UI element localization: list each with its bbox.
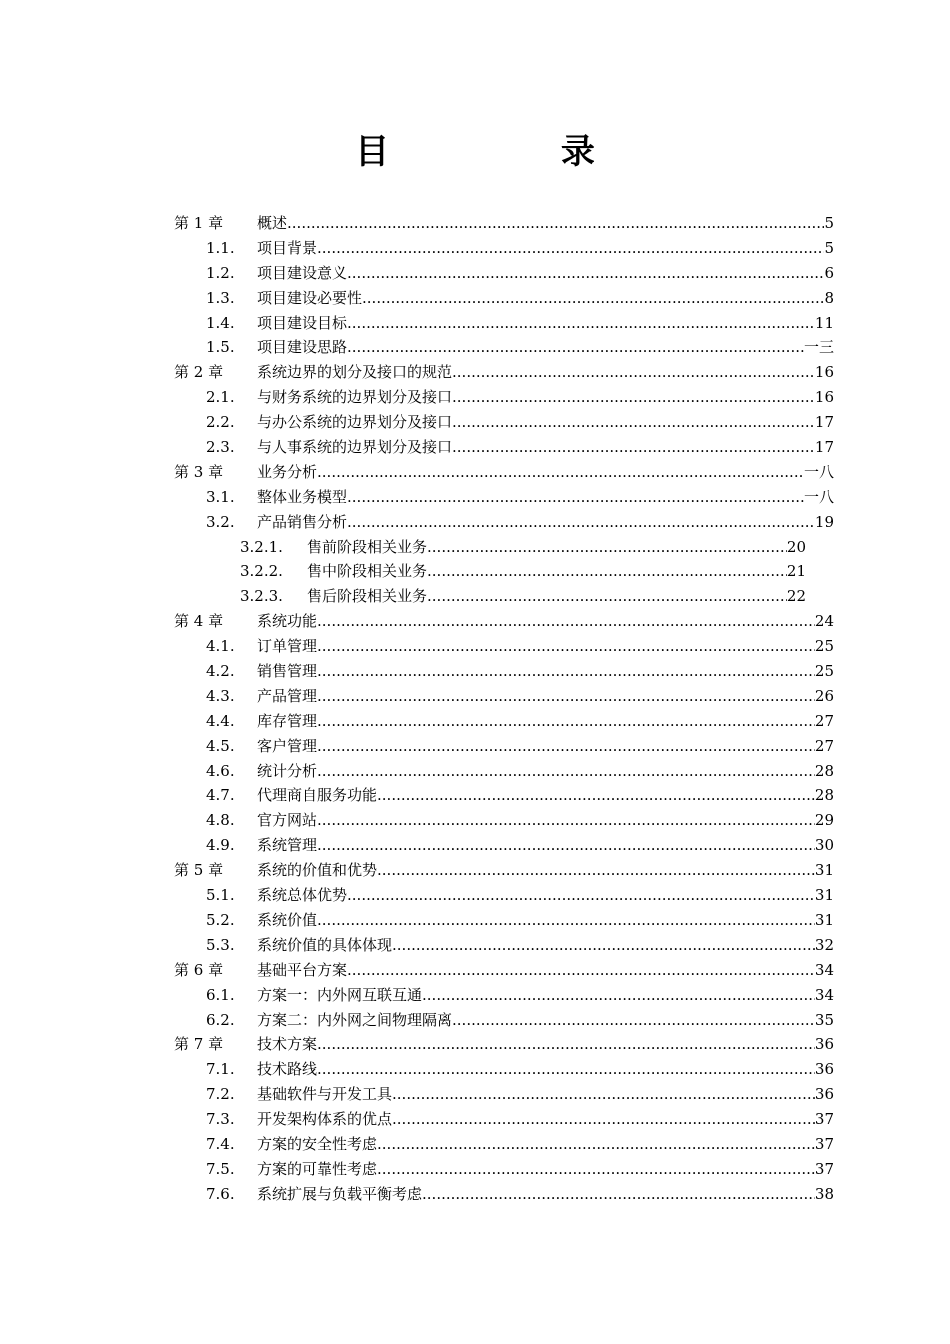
toc-entry[interactable] [0,435,950,460]
toc-entry-page-number: 一八 [803,487,834,506]
toc-entry-line [257,211,834,236]
toc-entry-line [307,535,806,560]
toc-entry-page-number: 5 [824,214,834,232]
toc-entry-title: 项目背景 [257,236,317,261]
toc-entry[interactable] [0,609,950,634]
dot-leader [317,808,815,833]
dot-leader [347,485,804,510]
toc-entry-line [257,609,834,634]
dot-leader [452,1008,815,1033]
toc-entry-title: 系统边界的划分及接口的规范 [257,360,452,385]
toc-entry-number: 3.1. [206,487,235,506]
dot-leader [317,908,815,933]
toc-entry[interactable] [0,759,950,784]
toc-entry[interactable] [0,335,950,360]
toc-entry-title: 项目建设目标 [257,311,347,336]
toc-entry-title: 项目建设必要性 [257,286,362,311]
toc-entry-title: 代理商自服务功能 [257,783,377,808]
toc-entry-number: 第 2 章 [174,363,224,382]
toc-entry-line [257,236,834,261]
toc-entry-number: 6.2. [206,1010,235,1029]
toc-entry-page-number: 5 [824,238,834,257]
toc-entry-line [257,983,834,1008]
dot-leader [392,1082,815,1107]
toc-entry[interactable] [0,833,950,858]
toc-entry-title: 基础平台方案 [257,958,347,983]
toc-entry-line [307,559,806,584]
toc-entry-title: 系统的价值和优势 [257,858,377,883]
toc-entry-page-number: 20 [786,537,806,556]
toc-entry-line [257,759,834,784]
toc-entry-page-number: 16 [814,363,834,382]
toc-entry-number: 1.5. [206,338,235,357]
toc-entry-number: 4.1. [206,637,235,656]
toc-entry[interactable] [0,410,950,435]
toc-entry-number: 2.2. [206,413,235,432]
toc-entry-page-number: 6 [824,263,834,282]
dot-leader [347,335,804,360]
toc-entry-title: 库存管理 [257,709,317,734]
toc-entry[interactable] [0,684,950,709]
toc-entry-line [257,286,834,311]
toc-entry-page-number: 37 [814,1159,834,1178]
toc-entry-line [257,261,834,286]
dot-leader [392,933,815,958]
toc-entry-number: 7.6. [206,1184,235,1203]
toc-entry-title: 与财务系统的边界划分及接口 [257,385,452,410]
toc-entry-line [257,1008,834,1033]
toc-entry-page-number: 17 [814,413,834,432]
toc-entry-page-number: 一八 [803,462,834,481]
toc-entry[interactable] [0,261,950,286]
toc-entry-title: 系统管理 [257,833,317,858]
toc-entry[interactable] [0,236,950,261]
dot-leader [347,311,815,336]
toc-entry-page-number: 31 [814,910,834,929]
toc-entry-line [307,584,806,609]
dot-leader [317,634,815,659]
toc-entry-number: 6.1. [206,985,235,1004]
toc-entry-line [257,311,834,336]
toc-entry-line [257,1057,834,1082]
dot-leader [287,211,824,236]
toc-entry-page-number: 37 [814,1110,834,1129]
toc-entry-number: 2.3. [206,438,235,457]
toc-entry-line [257,783,834,808]
dot-leader [422,983,815,1008]
toc-entry-number: 4.9. [206,836,235,855]
dot-leader [377,783,815,808]
toc-entry[interactable] [0,311,950,336]
toc-entry-page-number: 26 [814,686,834,705]
toc-entry-number: 7.3. [206,1110,235,1129]
toc-entry-page-number: 35 [814,1010,834,1029]
toc-entry-line [257,510,834,535]
toc-entry-number: 7.4. [206,1134,235,1153]
toc-entry-title: 产品管理 [257,684,317,709]
toc-entry-title: 方案二：内外网之间物理隔离 [257,1008,452,1033]
toc-entry[interactable] [0,734,950,759]
toc-entry-line [257,808,834,833]
toc-entry-number: 4.2. [206,662,235,681]
toc-entry-page-number: 25 [814,662,834,681]
toc-entry-page-number: 36 [814,1060,834,1079]
toc-entry[interactable] [0,1157,950,1182]
toc-entry-page-number: 27 [814,736,834,755]
toc-entry[interactable] [0,783,950,808]
dot-leader [427,535,787,560]
toc-entry-title: 销售管理 [257,659,317,684]
dot-leader [317,734,815,759]
toc-entry-number: 4.8. [206,811,235,830]
toc-entry-line [257,485,834,510]
toc-entry-page-number: 34 [814,960,834,979]
toc-entry-page-number: 16 [814,388,834,407]
dot-leader [317,1057,815,1082]
toc-entry-number: 3.2.3. [240,587,283,606]
toc-entry-page-number: 一三 [803,338,834,357]
toc-entry-line [257,908,834,933]
toc-entry-line [257,460,834,485]
toc-entry-number: 4.7. [206,786,235,805]
dot-leader [347,958,815,983]
dot-leader [317,759,815,784]
dot-leader [362,286,824,311]
toc-entry-title: 产品销售分析 [257,510,347,535]
toc-entry-line [257,958,834,983]
toc-entry-line [257,1157,834,1182]
toc-entry-line [257,634,834,659]
toc-entry-page-number: 32 [814,935,834,954]
toc-entry-title: 方案的安全性考虑 [257,1132,377,1157]
toc-entry-number: 4.3. [206,686,235,705]
dot-leader [317,1032,815,1057]
toc-entry-page-number: 31 [814,886,834,905]
dot-leader [427,584,787,609]
toc-entry-title: 官方网站 [257,808,317,833]
toc-entry-page-number: 8 [824,288,834,307]
toc-entry[interactable] [0,485,950,510]
toc-entry-number: 5.2. [206,910,235,929]
toc-entry-number: 第 4 章 [174,612,224,631]
table-of-contents [0,211,950,1207]
toc-entry-title: 系统价值的具体体现 [257,933,392,958]
toc-entry[interactable] [0,1182,950,1207]
toc-entry-number: 1.3. [206,288,235,307]
toc-entry-title: 与人事系统的边界划分及接口 [257,435,452,460]
toc-entry-number: 3.2.1. [240,537,283,556]
toc-entry-line [257,435,834,460]
toc-entry-title: 项目建设意义 [257,261,347,286]
toc-entry[interactable] [0,958,950,983]
toc-entry-number: 4.5. [206,736,235,755]
toc-entry[interactable] [0,460,950,485]
dot-leader [317,684,815,709]
dot-leader [317,709,815,734]
dot-leader [452,385,815,410]
dot-leader [422,1182,815,1207]
toc-entry-line [257,360,834,385]
toc-entry-title: 系统扩展与负载平衡考虑 [257,1182,422,1207]
toc-entry-title: 订单管理 [257,634,317,659]
dot-leader [317,460,804,485]
toc-entry-number: 7.5. [206,1159,235,1178]
toc-entry-line [257,659,834,684]
toc-entry[interactable] [0,286,950,311]
toc-entry[interactable] [0,908,950,933]
toc-entry[interactable] [0,535,950,560]
toc-entry[interactable] [0,659,950,684]
toc-entry-page-number: 31 [814,861,834,880]
toc-entry[interactable] [0,1057,950,1082]
toc-entry-number: 第 7 章 [174,1035,224,1054]
toc-entry-number: 第 5 章 [174,861,224,880]
toc-entry-page-number: 36 [814,1035,834,1054]
toc-entry-title: 售后阶段相关业务 [307,584,427,609]
toc-entry-number: 4.4. [206,711,235,730]
dot-leader [317,609,815,634]
toc-entry-number: 3.2. [206,512,235,531]
toc-entry[interactable] [0,1132,950,1157]
toc-entry[interactable] [0,385,950,410]
toc-entry-title: 业务分析 [257,460,317,485]
toc-entry-number: 1.2. [206,263,235,282]
toc-entry[interactable] [0,634,950,659]
toc-entry-title: 与办公系统的边界划分及接口 [257,410,452,435]
toc-entry-page-number: 29 [814,811,834,830]
toc-entry[interactable] [0,858,950,883]
toc-entry-page-number: 37 [814,1134,834,1153]
toc-entry-title: 整体业务模型 [257,485,347,510]
toc-entry-title: 开发架构体系的优点 [257,1107,392,1132]
toc-entry-number: 2.1. [206,388,235,407]
dot-leader [452,410,815,435]
toc-entry-line [257,1132,834,1157]
toc-entry-title: 系统价值 [257,908,317,933]
toc-entry-title: 技术路线 [257,1057,317,1082]
toc-title: 目 录 [355,132,675,172]
dot-leader [377,1132,815,1157]
toc-entry-page-number: 17 [814,438,834,457]
toc-entry-page-number: 36 [814,1085,834,1104]
dot-leader [317,236,824,261]
toc-entry-page-number: 38 [814,1184,834,1203]
toc-entry-page-number: 25 [814,637,834,656]
dot-leader [347,261,824,286]
toc-entry[interactable] [0,883,950,908]
toc-entry-number: 1.4. [206,313,235,332]
toc-entry-line [257,858,834,883]
toc-entry-title: 技术方案 [257,1032,317,1057]
toc-entry-title: 概述 [257,211,287,236]
toc-entry-line [257,410,834,435]
toc-entry-line [257,734,834,759]
toc-entry-line [257,335,834,360]
toc-entry-line [257,1032,834,1057]
toc-entry-number: 第 1 章 [174,214,224,232]
toc-entry-page-number: 27 [814,711,834,730]
toc-entry[interactable] [0,933,950,958]
toc-entry-number: 5.1. [206,886,235,905]
toc-entry-title: 项目建设思路 [257,335,347,360]
toc-entry[interactable] [0,808,950,833]
toc-entry-line [257,1182,834,1207]
toc-entry-page-number: 24 [814,612,834,631]
toc-entry-page-number: 19 [814,512,834,531]
toc-entry-number: 5.3. [206,935,235,954]
toc-entry[interactable] [0,211,950,236]
toc-entry-title: 方案一：内外网互联互通 [257,983,422,1008]
toc-entry-line [257,833,834,858]
toc-entry-number: 1.1. [206,238,235,257]
toc-entry-number: 4.6. [206,761,235,780]
toc-entry-page-number: 21 [786,562,806,581]
toc-entry-title: 售中阶段相关业务 [307,559,427,584]
toc-entry-page-number: 22 [786,587,806,606]
dot-leader [452,360,815,385]
dot-leader [347,883,815,908]
toc-entry[interactable] [0,510,950,535]
toc-entry-title: 基础软件与开发工具 [257,1082,392,1107]
toc-entry-title: 统计分析 [257,759,317,784]
toc-entry-number: 3.2.2. [240,562,283,581]
toc-entry[interactable] [0,584,950,609]
toc-entry[interactable] [0,1082,950,1107]
toc-entry-line [257,933,834,958]
toc-entry-title: 系统总体优势 [257,883,347,908]
toc-entry[interactable] [0,709,950,734]
dot-leader [347,510,815,535]
toc-entry-title: 售前阶段相关业务 [307,535,427,560]
dot-leader [452,435,815,460]
toc-entry-page-number: 11 [814,313,834,332]
toc-entry-number: 第 6 章 [174,960,224,979]
toc-entry[interactable] [0,983,950,1008]
toc-entry[interactable] [0,1032,950,1057]
toc-entry-title: 方案的可靠性考虑 [257,1157,377,1182]
toc-entry-page-number: 28 [814,761,834,780]
toc-entry[interactable] [0,1107,950,1132]
toc-entry-number: 7.2. [206,1085,235,1104]
dot-leader [377,858,815,883]
toc-entry[interactable] [0,360,950,385]
toc-entry-title: 客户管理 [257,734,317,759]
toc-entry-number: 7.1. [206,1060,235,1079]
dot-leader [427,559,787,584]
dot-leader [377,1157,815,1182]
toc-entry-line [257,684,834,709]
toc-entry-line [257,709,834,734]
dot-leader [317,659,815,684]
toc-entry-line [257,1082,834,1107]
dot-leader [392,1107,815,1132]
toc-entry-page-number: 30 [814,836,834,855]
dot-leader [317,833,815,858]
toc-entry-page-number: 28 [814,786,834,805]
toc-entry-line [257,883,834,908]
toc-entry[interactable] [0,1008,950,1033]
toc-entry-line [257,1107,834,1132]
toc-entry-line [257,385,834,410]
toc-entry-title: 系统功能 [257,609,317,634]
toc-entry-page-number: 34 [814,985,834,1004]
toc-entry-number: 第 3 章 [174,462,224,481]
toc-entry[interactable] [0,559,950,584]
